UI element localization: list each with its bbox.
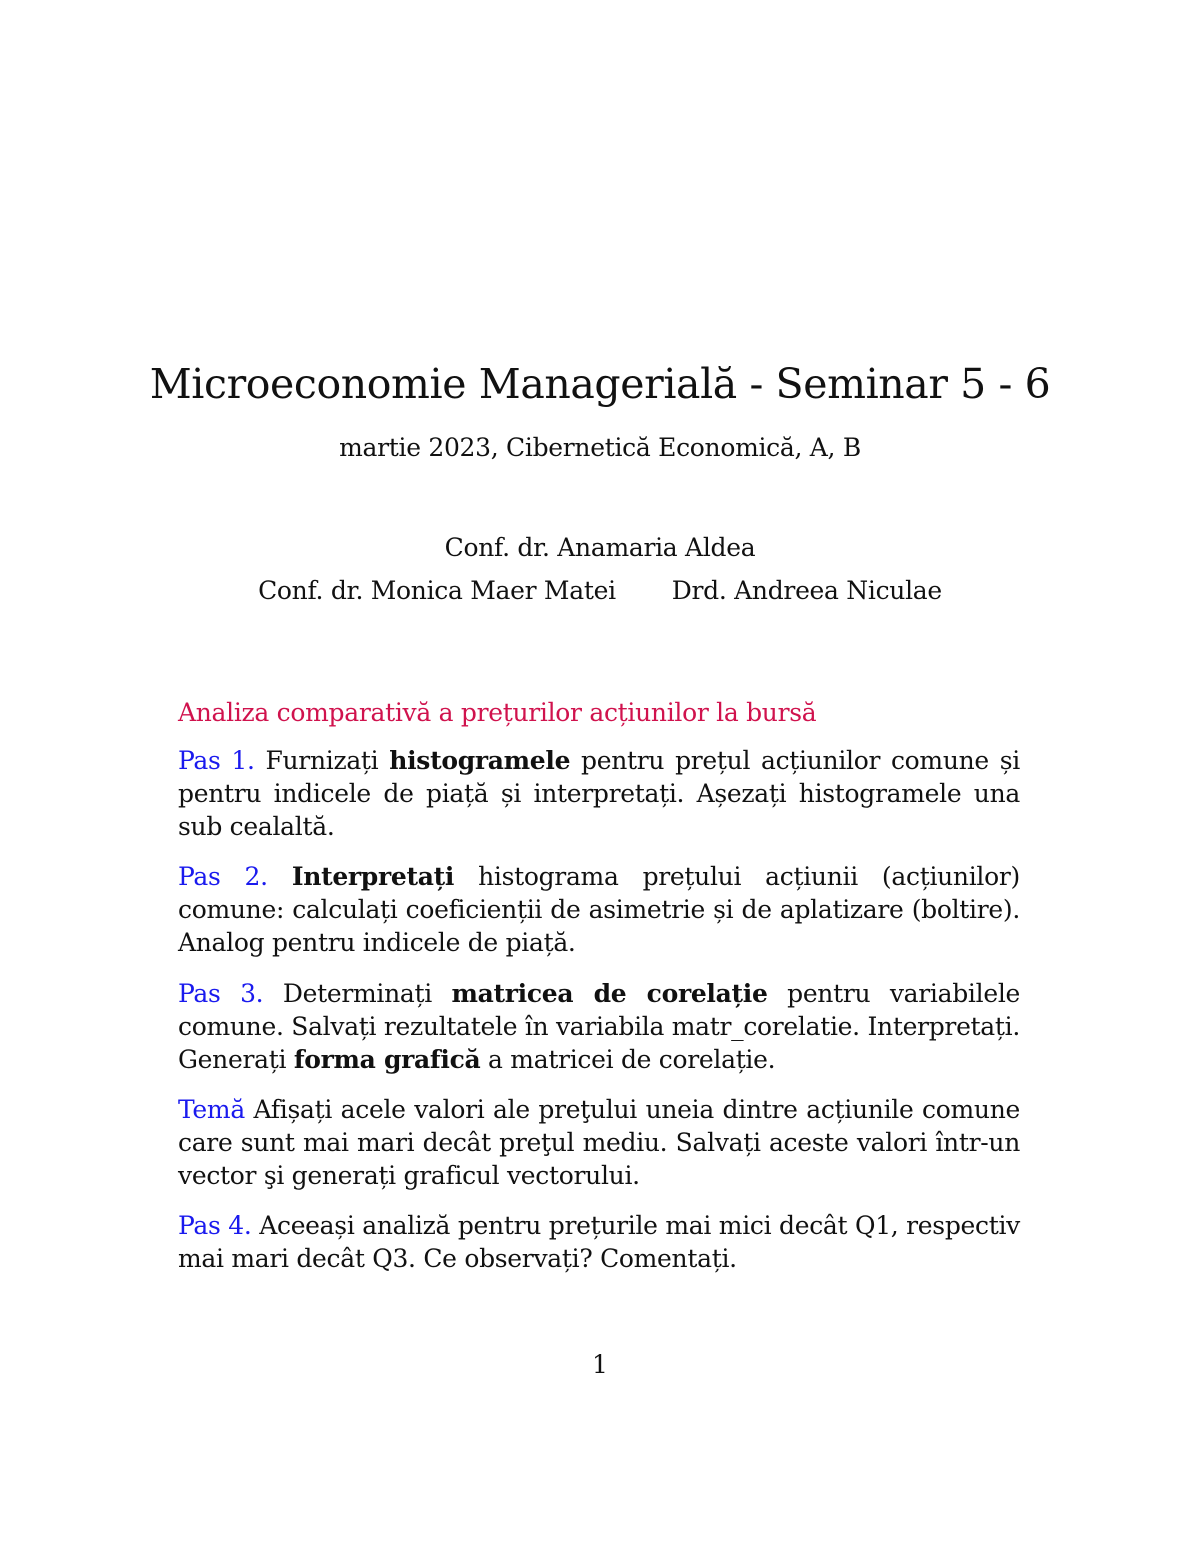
step-3-paragraph [178, 977, 1020, 1076]
page-title: Microeconomie Managerială - Seminar 5 - 6 [149, 360, 1051, 408]
step-2-label: Pas 2. [178, 862, 268, 891]
step-4-paragraph [178, 1209, 1020, 1275]
step-4-text: Aceeași analiză pentru prețurile mai mici decât Q1, respectiv mai mari decât Q3. Ce observați? Comentați. [178, 1211, 1020, 1273]
step-1-text-b: pentru prețul acțiunilor comune și pentru indicele de piață și interpretați. Așezați histogramele una sub cealaltă. [178, 746, 1020, 841]
step-3-bold-forma-grafica: forma grafică [293, 1045, 481, 1074]
tema-text: Afișați acele valori ale preţului uneia dintre acțiunile comune care sunt mai mari decât preţul mediu. Salvați aceste valori într-un vector şi generați graficul vectorului. [178, 1095, 1020, 1190]
section-heading: Analiza comparativă a prețurilor acțiunilor la bursă [178, 698, 817, 727]
step-3-text-a: Determinați [263, 979, 452, 1008]
author-maer-matei: Conf. dr. Monica Maer Matei [258, 576, 616, 605]
step-2-text-b: histograma prețului acțiunii (acțiunilor) comune: calculați coeficienții de asimetrie și de aplatizare (boltire). Analog pentru indicele de piață. [178, 862, 1020, 957]
author-line-2 [0, 573, 1200, 609]
step-2-paragraph [178, 860, 1020, 959]
step-1-bold-histogramele: histogramele [389, 746, 571, 775]
step-2-bold-interpretati: Interpretați [291, 862, 455, 891]
step-3-bold-matricea: matricea de corelație [451, 979, 768, 1008]
author-aldea: Conf. dr. Anamaria Aldea [444, 533, 756, 562]
tema-paragraph [178, 1093, 1020, 1192]
page-subtitle: martie 2023, Cibernetică Economică, A, B [339, 433, 861, 462]
step-3-label: Pas 3. [178, 979, 264, 1008]
step-3-text-c: a matricei de corelație. [480, 1045, 776, 1074]
step-1-paragraph [178, 744, 1020, 843]
author-line-1 [0, 530, 1200, 566]
step-2-text-a [268, 862, 292, 891]
page-number: 1 [592, 1350, 608, 1379]
step-3-text-b: pentru variabilele comune. Salvați rezultatele în variabila matr_corelatie. Interpretați. Generați [178, 979, 1021, 1074]
step-1-text-a: Furnizați [254, 746, 390, 775]
step-4-label: Pas 4. [178, 1211, 252, 1240]
tema-label: Temă [178, 1095, 245, 1124]
step-1-label: Pas 1. [178, 746, 255, 775]
author-niculae: Drd. Andreea Niculae [671, 576, 942, 605]
